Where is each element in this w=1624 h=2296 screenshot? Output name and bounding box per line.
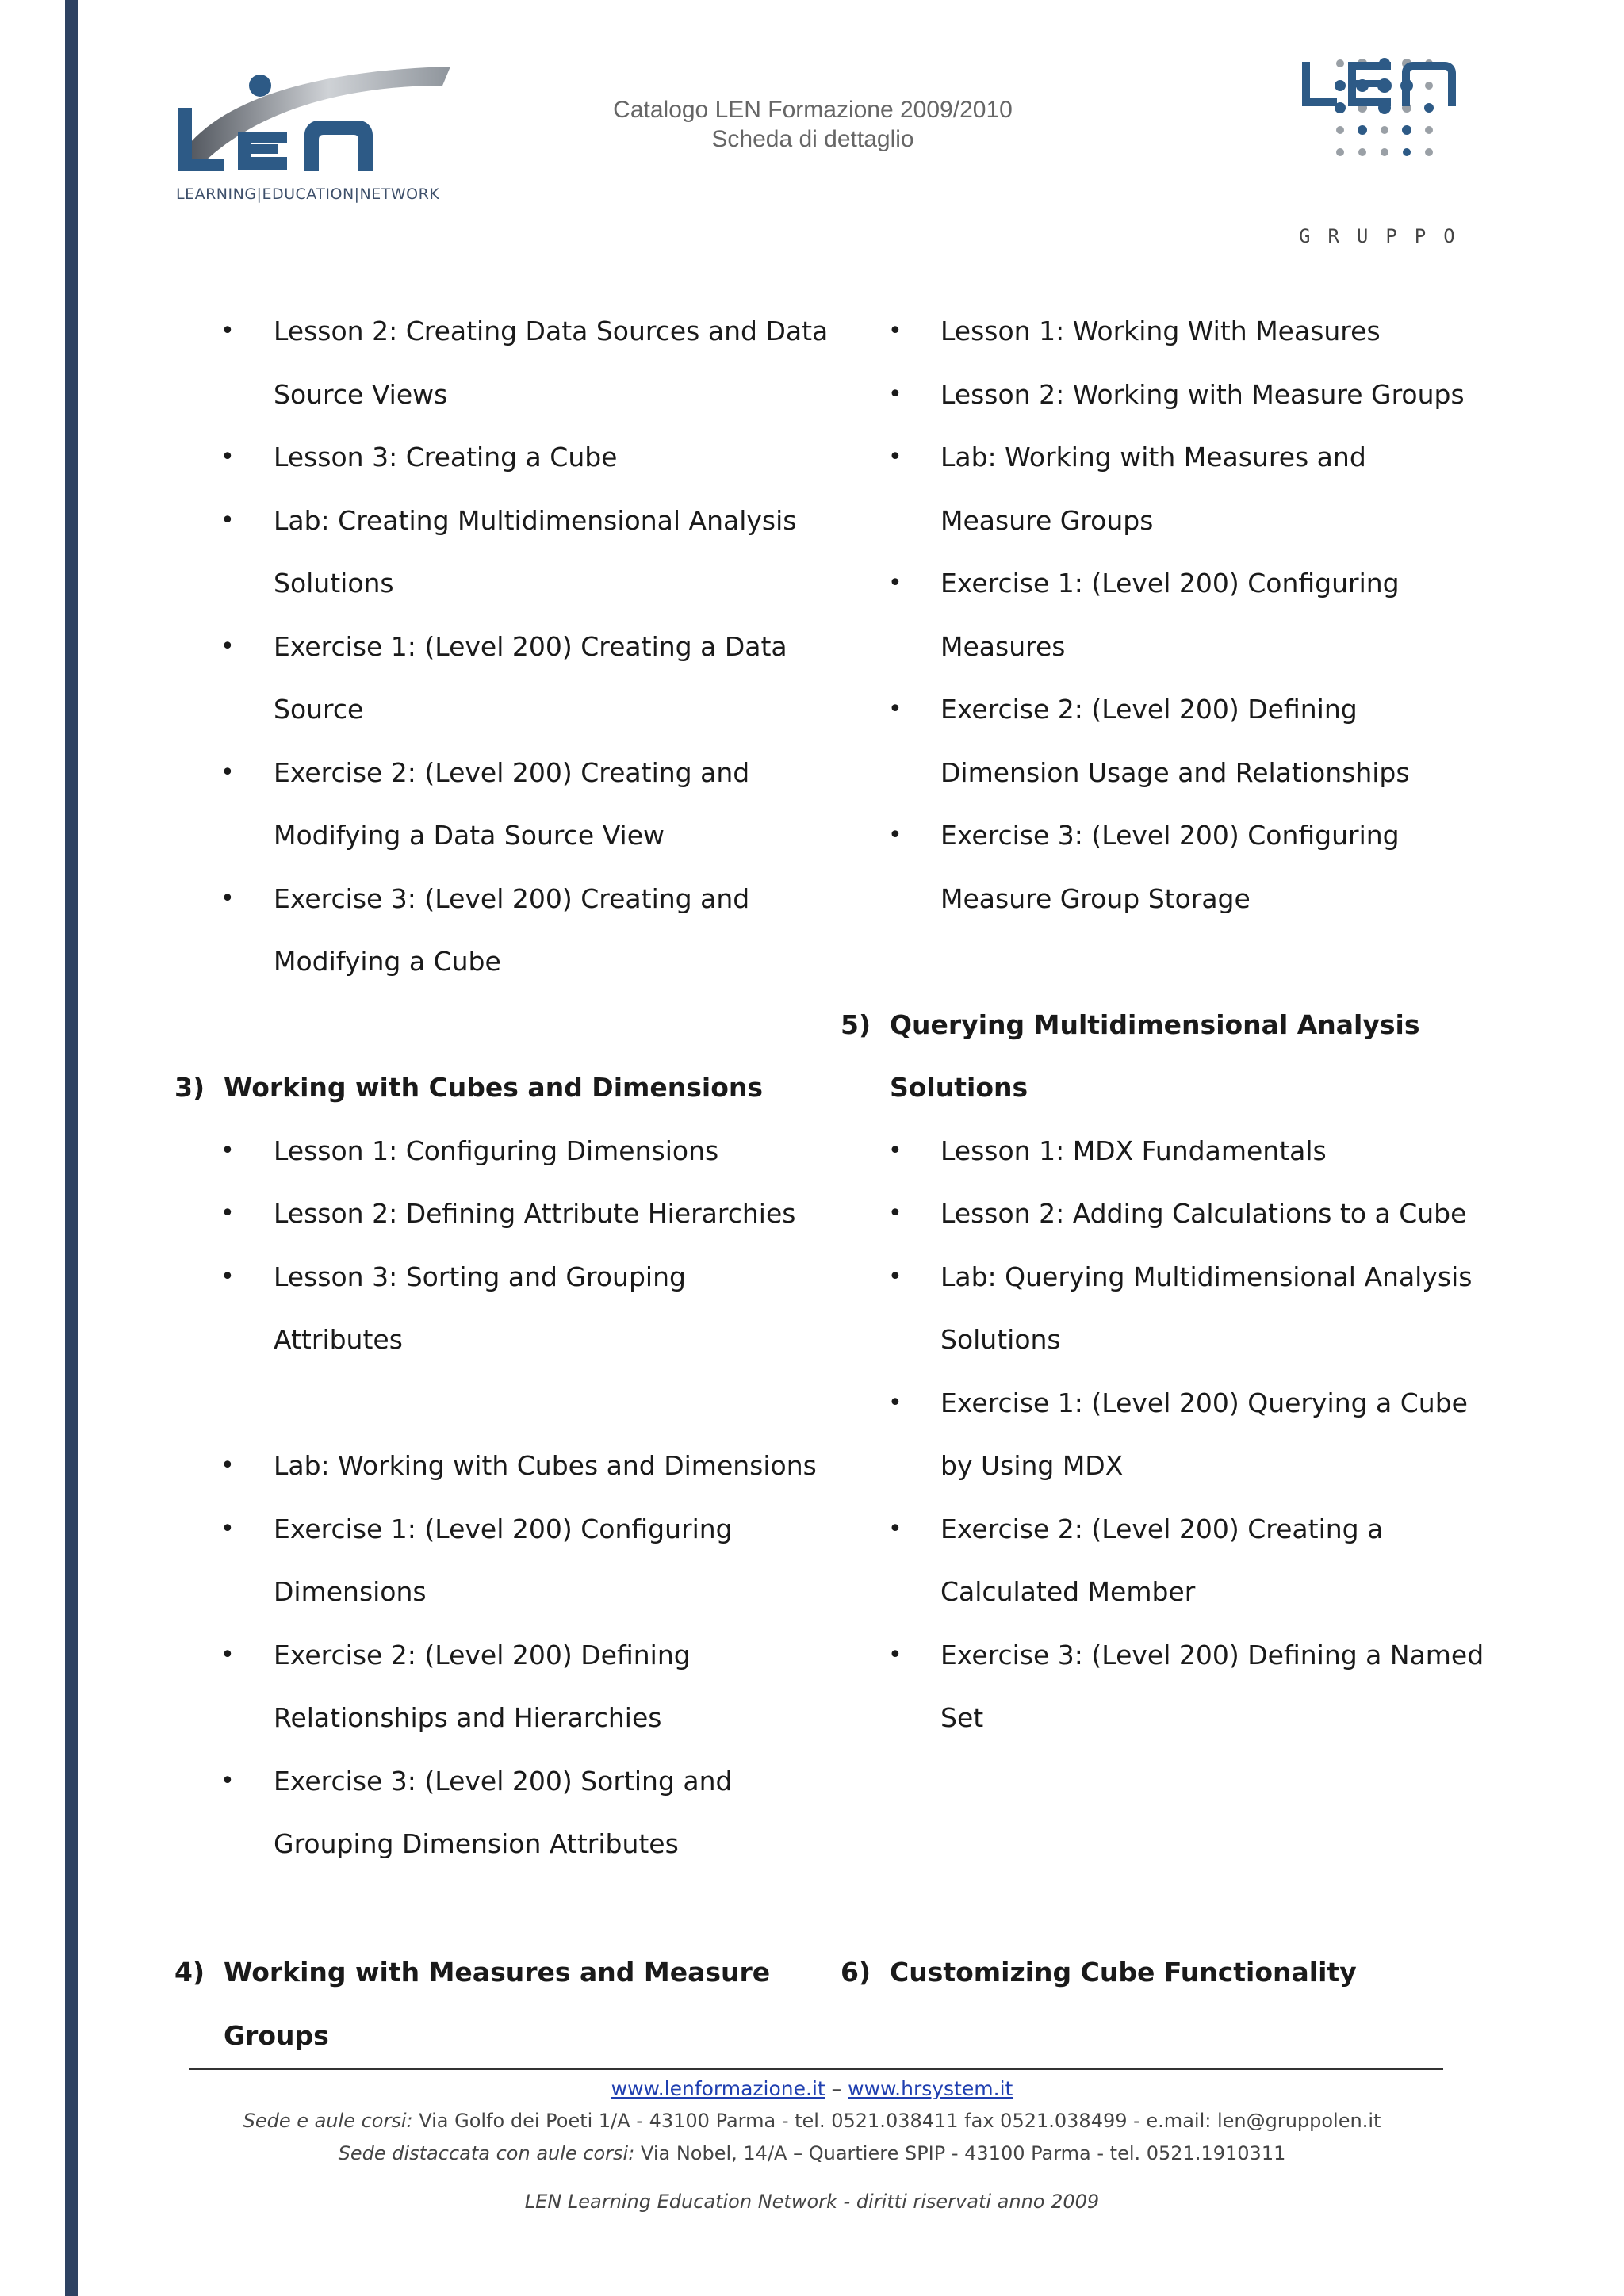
- document-header: [555, 95, 1071, 154]
- footer-address-label: Sede e aule corsi:: [243, 2110, 413, 2132]
- list-item: Exercise 1: (Level 200) Configuring: [940, 568, 1400, 599]
- bullet-icon: •: [220, 1263, 235, 1291]
- bullet-icon: •: [888, 1137, 902, 1165]
- list-item: Exercise 3: (Level 200) Defining a Named: [940, 1640, 1484, 1670]
- section-heading-continued: Solutions: [890, 1072, 1028, 1103]
- list-item: Lesson 3: Sorting and Grouping: [274, 1261, 686, 1292]
- bullet-icon: •: [220, 1767, 235, 1795]
- list-item: Lab: Creating Multidimensional Analysis: [274, 505, 797, 536]
- list-item: Lesson 2: Working with Measure Groups: [940, 379, 1465, 410]
- list-item: Exercise 1: (Level 200) Querying a Cube: [940, 1387, 1468, 1418]
- list-item: Solutions: [940, 1324, 1061, 1355]
- list-item: Exercise 3: (Level 200) Sorting and: [274, 1766, 733, 1797]
- list-item: Measure Groups: [940, 505, 1154, 536]
- list-item: Exercise 2: (Level 200) Defining: [940, 694, 1358, 725]
- footer-divider: [189, 2068, 1443, 2070]
- bullet-icon: •: [888, 1389, 902, 1417]
- list-item: Source Views: [274, 379, 448, 410]
- footer-links: [0, 2077, 1624, 2100]
- list-item: Lesson 2: Defining Attribute Hierarchies: [274, 1198, 796, 1229]
- bullet-icon: •: [220, 1515, 235, 1543]
- bullet-icon: •: [220, 1641, 235, 1669]
- list-item: Exercise 2: (Level 200) Defining: [274, 1640, 691, 1670]
- footer-address-main: [0, 2110, 1624, 2132]
- footer-address-text: Via Golfo dei Poeti 1/A - 43100 Parma - tel. 0521.038411 fax 0521.038499 - e.mail: len@gruppolen.it: [419, 2110, 1381, 2132]
- list-item: Solutions: [274, 568, 394, 599]
- bullet-icon: •: [888, 695, 902, 723]
- list-item: Exercise 3: (Level 200) Configuring: [940, 820, 1400, 851]
- bullet-icon: •: [888, 1515, 902, 1543]
- list-item: Lesson 3: Creating a Cube: [274, 442, 618, 473]
- list-item: Set: [940, 1702, 984, 1733]
- list-item: Calculated Member: [940, 1576, 1196, 1607]
- list-item: Attributes: [274, 1324, 403, 1355]
- footer-branch-label: Sede distaccata con aule corsi:: [338, 2142, 635, 2164]
- footer-link-separator: –: [831, 2077, 842, 2100]
- section-number: 3): [174, 1072, 205, 1103]
- list-item: Lesson 2: Adding Calculations to a Cube: [940, 1198, 1467, 1229]
- list-item: Lesson 2: Creating Data Sources and Data: [274, 316, 829, 346]
- bullet-icon: •: [220, 443, 235, 471]
- list-item: Exercise 2: (Level 200) Creating a: [940, 1513, 1384, 1544]
- bullet-icon: •: [220, 317, 235, 345]
- len-logo: [173, 62, 458, 212]
- bullet-icon: •: [888, 381, 902, 408]
- section-number: 5): [841, 1009, 871, 1040]
- bullet-icon: •: [888, 443, 902, 471]
- section-heading: Working with Measures and Measure: [224, 1957, 771, 1988]
- list-item: Measures: [940, 631, 1066, 662]
- list-item: Lab: Working with Cubes and Dimensions: [274, 1450, 817, 1481]
- list-item: by Using MDX: [940, 1450, 1124, 1481]
- bullet-icon: •: [888, 569, 902, 597]
- list-item: Source: [274, 694, 364, 725]
- len-logo-mark: [173, 62, 458, 181]
- catalog-title: Catalogo LEN Formazione 2009/2010: [613, 97, 1013, 123]
- list-item: Grouping Dimension Attributes: [274, 1828, 679, 1859]
- list-item: Lesson 1: Configuring Dimensions: [274, 1135, 719, 1166]
- list-item: Lesson 1: Working With Measures: [940, 316, 1381, 346]
- bullet-icon: •: [220, 1200, 235, 1227]
- list-item: Exercise 3: (Level 200) Creating and: [274, 883, 750, 914]
- logo-tagline: LEARNING|EDUCATION|NETWORK: [176, 186, 440, 203]
- len-gruppo-logo: [1293, 55, 1483, 262]
- bullet-icon: •: [888, 1641, 902, 1669]
- list-item: Modifying a Cube: [274, 946, 501, 977]
- bullet-icon: •: [888, 317, 902, 345]
- list-item: Exercise 1: (Level 200) Creating a Data: [274, 631, 787, 662]
- len-wordmark: [1293, 55, 1467, 111]
- bullet-icon: •: [888, 821, 902, 849]
- catalog-subtitle: Scheda di dettaglio: [711, 126, 914, 152]
- section-number: 6): [841, 1957, 871, 1988]
- bullet-icon: •: [220, 633, 235, 660]
- bullet-icon: •: [888, 1263, 902, 1291]
- list-item: Lesson 1: MDX Fundamentals: [940, 1135, 1327, 1166]
- footer-link-hrsystem[interactable]: www.hrsystem.it: [848, 2077, 1013, 2100]
- footer-branch-text: Via Nobel, 14/A – Quartiere SPIP - 43100 Parma - tel. 0521.1910311: [640, 2142, 1286, 2164]
- section-heading: Querying Multidimensional Analysis: [890, 1009, 1420, 1040]
- bullet-icon: •: [220, 1137, 235, 1165]
- list-item: Dimensions: [274, 1576, 427, 1607]
- footer-copyright: LEN Learning Education Network - diritti riservati anno 2009: [524, 2191, 1100, 2213]
- bullet-icon: •: [220, 885, 235, 913]
- footer-address-secondary: [0, 2142, 1624, 2164]
- left-border-bar: [65, 0, 78, 2296]
- list-item: Measure Group Storage: [940, 883, 1251, 914]
- bullet-icon: •: [220, 759, 235, 786]
- section-heading-continued: Groups: [224, 2020, 329, 2051]
- section-heading: Working with Cubes and Dimensions: [224, 1072, 764, 1103]
- list-item: Dimension Usage and Relationships: [940, 757, 1410, 788]
- list-item: Lab: Querying Multidimensional Analysis: [940, 1261, 1473, 1292]
- list-item: Relationships and Hierarchies: [274, 1702, 662, 1733]
- list-item: Modifying a Data Source View: [274, 820, 665, 851]
- list-item: Exercise 2: (Level 200) Creating and: [274, 757, 750, 788]
- bullet-icon: •: [888, 1200, 902, 1227]
- section-heading: Customizing Cube Functionality: [890, 1957, 1357, 1988]
- bullet-icon: •: [220, 1452, 235, 1479]
- footer-link-lenformazione[interactable]: www.lenformazione.it: [611, 2077, 825, 2100]
- list-item: Exercise 1: (Level 200) Configuring: [274, 1513, 733, 1544]
- bullet-icon: •: [220, 507, 235, 534]
- list-item: Lab: Working with Measures and: [940, 442, 1366, 473]
- section-number: 4): [174, 1957, 205, 1988]
- logo-gruppo-label: GRUPPO: [1299, 225, 1473, 247]
